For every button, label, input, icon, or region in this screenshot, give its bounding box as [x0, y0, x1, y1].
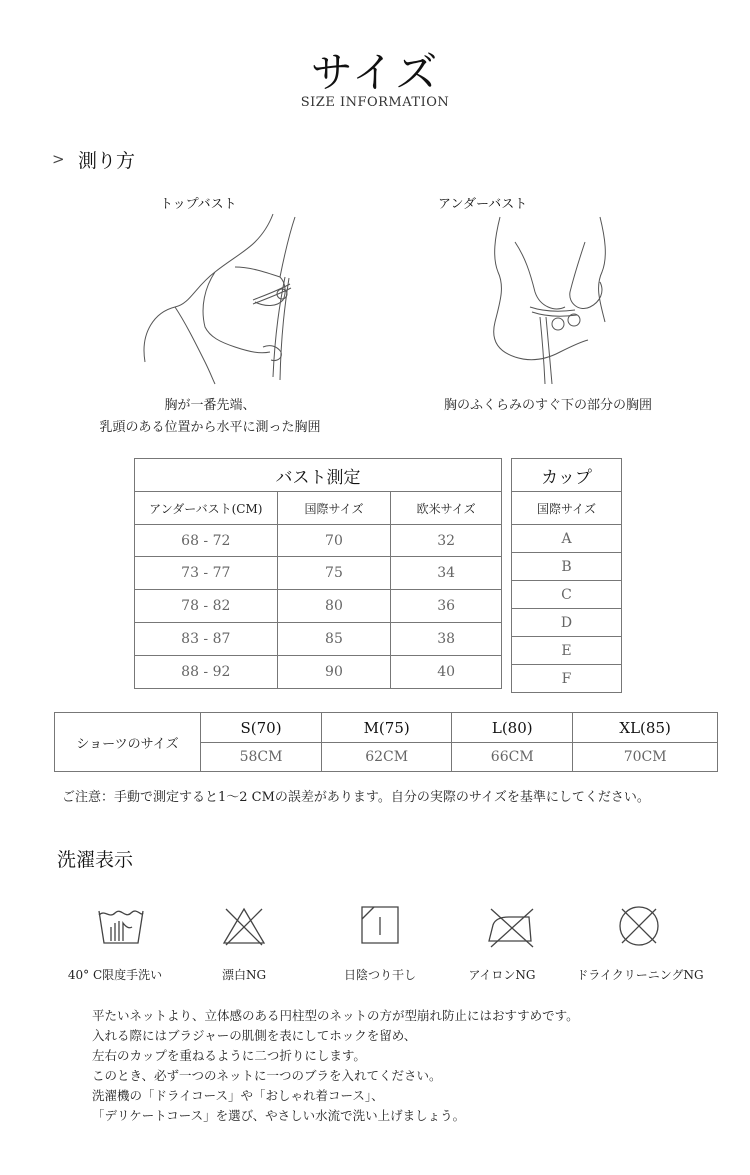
shorts-size: XL(85) — [573, 713, 718, 743]
table-cell: 38 — [391, 623, 502, 656]
instruction-line: このとき、必ず一つのネットに一つのブラを入れてください。 — [92, 1068, 442, 1083]
table-row — [512, 525, 622, 553]
table-cell: 36 — [391, 590, 502, 623]
cup-table-title: カップ — [512, 459, 622, 492]
table-cell: 80 — [277, 590, 391, 623]
shorts-size: S(70) — [201, 713, 322, 743]
table-cell: 88 - 92 — [135, 656, 278, 689]
top-bust-desc-1: 胸が一番先端、 — [164, 398, 256, 413]
measurement-note: ご注意：手動で測定すると1～2 CMの誤差があります。自分の実際のサイズを基準にしてください。 — [62, 790, 650, 805]
top-bust-label: トップバスト — [160, 197, 237, 212]
table-cell: 75 — [277, 557, 391, 590]
shorts-value: 70CM — [573, 743, 718, 772]
bust-table — [134, 458, 502, 689]
instruction-line: 左右のカップを重ねるように二つ折りにします。 — [92, 1048, 366, 1063]
under-bust-illustration — [470, 212, 630, 387]
instruction-line: 「デリケートコース」を選び、やさしい水流で洗い上げましょう。 — [92, 1108, 466, 1123]
instruction-line: 洗濯機の「ドライコース」や「おしゃれ着コース」、 — [92, 1088, 384, 1103]
shorts-value: 58CM — [201, 743, 322, 772]
instruction-line: 入れる際にはブラジャーの肌側を表にしてホックを留め、 — [92, 1028, 417, 1043]
instruction-line: 平たいネットより、立体感のある円柱型のネットの方が型崩れ防止にはおすすめです。 — [92, 1008, 579, 1023]
table-row — [512, 581, 622, 609]
top-bust-desc-2: 乳頭のある位置から水平に測った胸囲 — [99, 420, 321, 435]
table-cell: 32 — [391, 525, 502, 557]
care-instructions — [92, 1006, 579, 1126]
table-cell: A — [512, 525, 622, 553]
care-label-no-bleach: 漂白NG — [221, 968, 267, 982]
table-cell: B — [512, 553, 622, 581]
under-bust-desc: 胸のふくらみのすぐ下の部分の胸囲 — [443, 398, 652, 413]
page-subtitle: SIZE INFORMATION — [300, 95, 450, 110]
table-row — [135, 623, 502, 656]
cup-table — [511, 458, 622, 693]
bust-header-us: 欧米サイズ — [391, 492, 502, 525]
table-cell: F — [512, 665, 622, 693]
shorts-size: L(80) — [452, 713, 573, 743]
table-cell: 83 - 87 — [135, 623, 278, 656]
table-row — [512, 637, 622, 665]
table-cell: 90 — [277, 656, 391, 689]
no-bleach-icon — [220, 905, 268, 947]
caret-icon: > — [52, 150, 65, 168]
bust-header-intl: 国際サイズ — [277, 492, 391, 525]
table-cell: D — [512, 609, 622, 637]
table-row — [512, 553, 622, 581]
hand-wash-icon — [96, 905, 146, 947]
table-cell: 85 — [277, 623, 391, 656]
care-heading: 洗濯表示 — [57, 849, 134, 871]
table-cell: 73 - 77 — [135, 557, 278, 590]
table-cell: 34 — [391, 557, 502, 590]
table-row — [135, 590, 502, 623]
no-iron-icon — [485, 905, 537, 949]
measure-heading: 測り方 — [78, 150, 136, 172]
table-row — [135, 557, 502, 590]
page-title: サイズ — [310, 48, 440, 97]
table-cell: 70 — [277, 525, 391, 557]
table-row — [135, 525, 502, 557]
care-label-hand-wash: 40° C限度手洗い — [67, 968, 163, 982]
shorts-label: ショーツのサイズ — [55, 713, 201, 772]
bust-table-title: バスト測定 — [135, 459, 502, 492]
table-cell: 78 - 82 — [135, 590, 278, 623]
cup-header: 国際サイズ — [512, 492, 622, 525]
no-dryclean-icon — [616, 903, 662, 949]
table-row — [512, 609, 622, 637]
table-cell: C — [512, 581, 622, 609]
care-label-shade-dry: 日陰つり干し — [343, 968, 416, 982]
table-cell: 40 — [391, 656, 502, 689]
table-cell: E — [512, 637, 622, 665]
shorts-value: 62CM — [322, 743, 452, 772]
table-row — [135, 656, 502, 689]
table-row — [512, 665, 622, 693]
top-bust-illustration — [135, 212, 315, 387]
shorts-value: 66CM — [452, 743, 573, 772]
bust-header-under: アンダーバスト(CM) — [135, 492, 278, 525]
shorts-table — [54, 712, 718, 772]
care-label-no-dryclean: ドライクリーニングNG — [576, 968, 704, 982]
care-label-no-iron: アイロンNG — [468, 968, 536, 982]
shorts-size: M(75) — [322, 713, 452, 743]
under-bust-label: アンダーバスト — [438, 197, 528, 212]
shade-dry-icon — [358, 903, 402, 947]
table-cell: 68 - 72 — [135, 525, 278, 557]
